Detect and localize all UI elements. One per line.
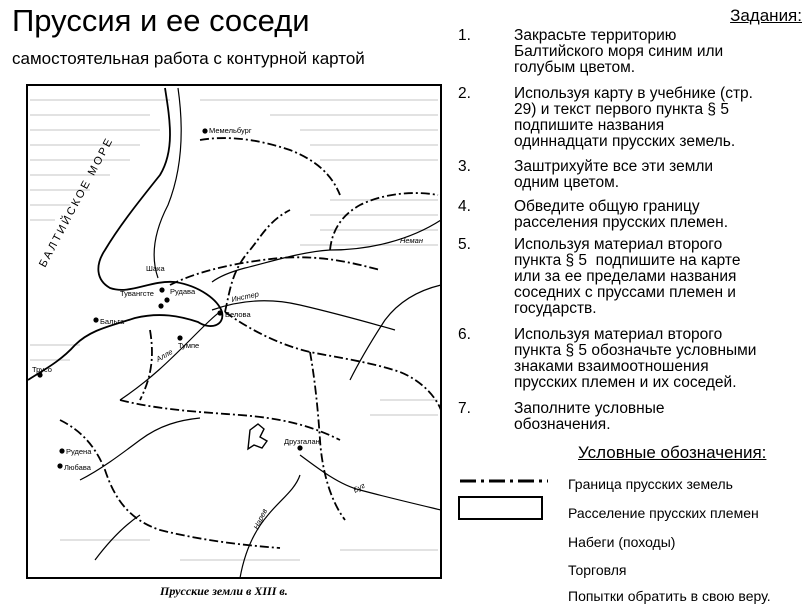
legend-label-border: Граница прусских земель bbox=[568, 476, 733, 492]
legend-label-conversion: Попытки обратить в свою веру. bbox=[568, 588, 771, 604]
task-number: 4. bbox=[458, 198, 471, 215]
map-river-alle: Алле bbox=[154, 347, 175, 364]
map-place-velova: Велова bbox=[225, 310, 251, 319]
tasks-heading: Задания: bbox=[730, 6, 802, 25]
legend-border-symbol bbox=[458, 474, 550, 488]
task-number: 5. bbox=[458, 236, 471, 253]
task-text: Используя карту в учебнике (стр. 29) и текст первого пункта § 5 подпишите названия одиннадцати прусских земель. bbox=[514, 85, 753, 150]
legend-heading: Условные обозначения: bbox=[578, 443, 767, 462]
map-place-rudava: Рудава bbox=[170, 287, 196, 296]
map-place-druzgalan: Друзгалан bbox=[284, 437, 320, 446]
legend-label-raids: Набеги (походы) bbox=[568, 534, 676, 550]
map-caption: Прусские земли в XIII в. bbox=[160, 584, 288, 598]
task-text: Закрасьте территорию Балтийского моря синим или голубым цветом. bbox=[514, 27, 724, 76]
map-frame bbox=[27, 85, 441, 578]
map-place-lyubava: Любава bbox=[64, 463, 91, 472]
map-river-narev: Нарев bbox=[251, 507, 270, 531]
map-sea-label: БАЛТИЙСКОЕ МОРЕ bbox=[37, 134, 117, 270]
task-text: Обведите общую границу расселения прусских племен. bbox=[514, 198, 729, 231]
map-place-tuvangste: Тувангсте bbox=[120, 289, 154, 298]
task-text: Используя материал второго пункта § 5 подпишите на карте или за ее пределами названия соседних с пруссами племен и государств. bbox=[514, 236, 741, 317]
map-river-bug: Буг bbox=[351, 480, 367, 495]
legend-settlement-symbol bbox=[458, 496, 543, 520]
map-river-inster: Инстер bbox=[230, 289, 260, 304]
page-subtitle: самостоятельная работа с контурной картой bbox=[12, 49, 365, 68]
task-text: Используя материал второго пункта § 5 обозначьте условными знаками взаимоотношения прусских племен и их соседей. bbox=[514, 326, 757, 391]
legend-label-trade: Торговля bbox=[568, 562, 627, 578]
task-number: 2. bbox=[458, 85, 471, 102]
map-place-rudena: Рудена bbox=[66, 447, 92, 456]
task-text: Заполните условные обозначения. bbox=[514, 400, 665, 433]
task-number: 1. bbox=[458, 27, 471, 44]
legend-label-settlement: Расселение прусских племен bbox=[568, 505, 759, 521]
map-place-tumpe: Тумпе bbox=[178, 341, 200, 350]
map-place-memelburg: Мемельбург bbox=[209, 126, 252, 135]
map-place-balga: Бальга bbox=[100, 317, 125, 326]
task-number: 6. bbox=[458, 326, 471, 343]
task-number: 7. bbox=[458, 400, 471, 417]
task-number: 3. bbox=[458, 158, 471, 175]
page-title: Пруссия и ее соседи bbox=[12, 3, 310, 38]
map-place-shaka: Шака bbox=[146, 264, 165, 273]
map-place-truso: Трусо bbox=[32, 365, 52, 374]
task-text: Заштрихуйте все эти земли одним цветом. bbox=[514, 158, 714, 191]
map-river-neman: Неман bbox=[400, 236, 423, 245]
